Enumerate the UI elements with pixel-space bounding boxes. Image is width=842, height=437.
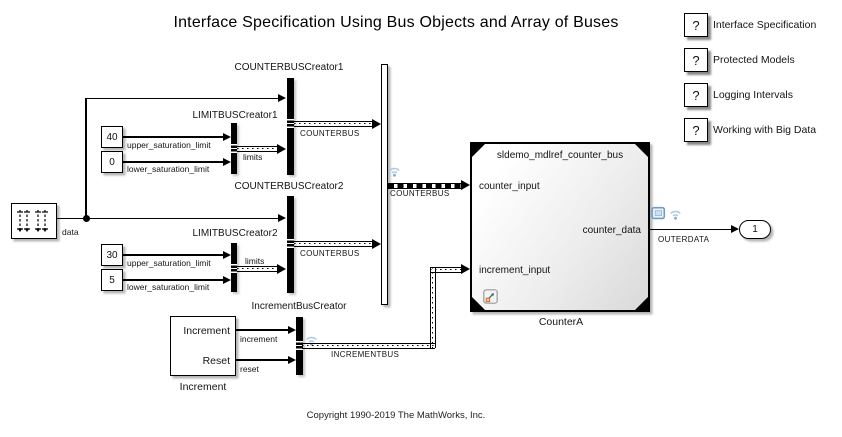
constant-value: 0 — [109, 156, 115, 168]
signal-label-limits-2: limits — [245, 255, 265, 266]
signal-label-increment: increment — [240, 333, 278, 344]
wire-data-out[interactable] — [57, 218, 86, 219]
wire-upper-limit-2[interactable] — [123, 254, 223, 255]
block-name-countera: CounterA — [538, 316, 584, 328]
port-label-counter-input: counter_input — [479, 181, 540, 192]
wire-data-to-counterbuscreator1[interactable] — [86, 98, 278, 99]
signal-label-counterbus-array: COUNTERBUS — [390, 189, 450, 198]
wire-reset[interactable] — [236, 359, 288, 360]
signal-label-data: data — [62, 226, 79, 237]
wire-upper-limit-1[interactable] — [123, 136, 223, 137]
wire-lower-limit-2[interactable] — [123, 279, 223, 280]
arrowhead — [277, 144, 286, 154]
arrowhead — [223, 133, 231, 141]
signal-label-reset: reset — [240, 363, 259, 374]
bus-wire-counterbus-1[interactable] — [294, 121, 372, 127]
arrowhead — [288, 326, 296, 334]
arrowhead — [223, 158, 231, 166]
wire-data-branch-vertical[interactable] — [85, 98, 86, 219]
port-label-increment: Increment — [183, 325, 230, 337]
array-bus-wire-counterbus[interactable] — [388, 183, 461, 189]
block-name-incrementbuscreator: IncrementBusCreator — [251, 301, 347, 312]
signal-source-block[interactable] — [11, 203, 57, 239]
outport-number: 1 — [752, 224, 758, 235]
model-name-label: sldemo_mdlref_counter_bus — [496, 150, 624, 161]
constant-block-5[interactable] — [101, 269, 123, 291]
block-name-increment: Increment — [179, 380, 227, 393]
model-reference-badge-icon — [483, 289, 498, 304]
bus-wire-incrementbus-h2[interactable] — [430, 267, 461, 273]
help-label-protected-models: Protected Models — [713, 53, 795, 66]
help-button-working-with-big-data[interactable]: ? — [684, 118, 708, 142]
arrowhead — [731, 225, 739, 233]
help-button-logging-intervals[interactable]: ? — [684, 83, 708, 107]
wire-increment[interactable] — [236, 329, 288, 330]
bus-port-marks — [287, 119, 294, 131]
arrowhead — [288, 356, 296, 364]
arrowhead — [278, 214, 286, 222]
arrowhead — [461, 264, 470, 274]
countera-model-block[interactable] — [470, 142, 650, 312]
help-button-interface-specification[interactable]: ? — [684, 13, 708, 37]
block-name-counterbuscreator2: COUNTERBUSCreator2 — [234, 181, 344, 192]
bus-wire-limits-2[interactable] — [237, 266, 277, 272]
wire-junction-dot — [83, 215, 90, 222]
constant-block-30[interactable] — [101, 244, 123, 266]
constant-value: 40 — [106, 131, 118, 143]
block-name-limitbuscreator1: LIMITBUSCreator1 — [192, 109, 278, 121]
outport-block[interactable] — [739, 220, 771, 239]
arrowhead — [372, 239, 381, 249]
constant-block-40[interactable] — [101, 126, 123, 148]
block-name-counterbuscreator1: COUNTERBUSCreator1 — [234, 61, 344, 73]
signal-label-limits-1: limits — [243, 152, 263, 162]
signal-label-counterbus-1: COUNTERBUS — [300, 128, 360, 138]
signal-label-incrementbus: INCREMENTBUS — [331, 349, 400, 359]
signal-label-upper-saturation-limit-1: upper_saturation_limit — [127, 139, 211, 150]
port-label-reset: Reset — [202, 355, 230, 367]
signal-label-counterbus-2: COUNTERBUS — [300, 248, 360, 258]
signal-label-lower-saturation-limit-2: lower_saturation_limit — [127, 282, 210, 292]
model-corner-mark — [635, 297, 648, 310]
port-label-increment-input: increment_input — [479, 265, 551, 276]
page-title: Interface Specification Using Bus Objects and Array of Buses — [173, 14, 619, 31]
arrowhead — [372, 119, 381, 129]
signal-label-outerdata: OUTERDATA — [658, 234, 710, 244]
arrowhead — [223, 251, 231, 259]
wire-counter-data-out[interactable] — [650, 229, 731, 230]
constant-value: 30 — [106, 249, 118, 261]
signal-label-upper-saturation-limit-2: upper_saturation_limit — [127, 258, 211, 268]
copyright-note: Copyright 1990-2019 The MathWorks, Inc. — [306, 410, 486, 421]
arrowhead — [461, 180, 470, 190]
wire-data-to-counterbuscreator2[interactable] — [86, 218, 278, 219]
wire-lower-limit-1[interactable] — [123, 161, 223, 162]
block-name-limitbuscreator2: LIMITBUSCreator2 — [192, 228, 278, 239]
signal-editor-icon — [13, 206, 53, 234]
bus-wire-incrementbus-v[interactable] — [430, 267, 436, 348]
signal-label-lower-saturation-limit-1: lower_saturation_limit — [127, 164, 210, 174]
bus-port-marks — [287, 239, 294, 251]
help-label-logging-intervals: Logging Intervals — [713, 88, 793, 101]
arrowhead — [278, 94, 286, 102]
help-button-protected-models[interactable]: ? — [684, 48, 708, 72]
help-label-interface-specification: Interface Specification — [713, 18, 817, 31]
viewer-badge-icon[interactable] — [651, 206, 666, 221]
increment-subsystem-block[interactable] — [170, 316, 236, 376]
arrowhead — [223, 276, 231, 284]
logging-badge-icon[interactable] — [668, 206, 683, 221]
constant-value: 5 — [109, 274, 115, 286]
arrowhead — [277, 264, 286, 274]
logging-badge-icon[interactable] — [387, 163, 402, 178]
constant-block-0[interactable] — [101, 151, 123, 173]
help-label-working-with-big-data: Working with Big Data — [713, 123, 817, 136]
bus-wire-incrementbus-h1[interactable] — [302, 343, 435, 349]
port-label-counter-data: counter_data — [582, 225, 641, 236]
bus-wire-counterbus-2[interactable] — [294, 241, 372, 247]
